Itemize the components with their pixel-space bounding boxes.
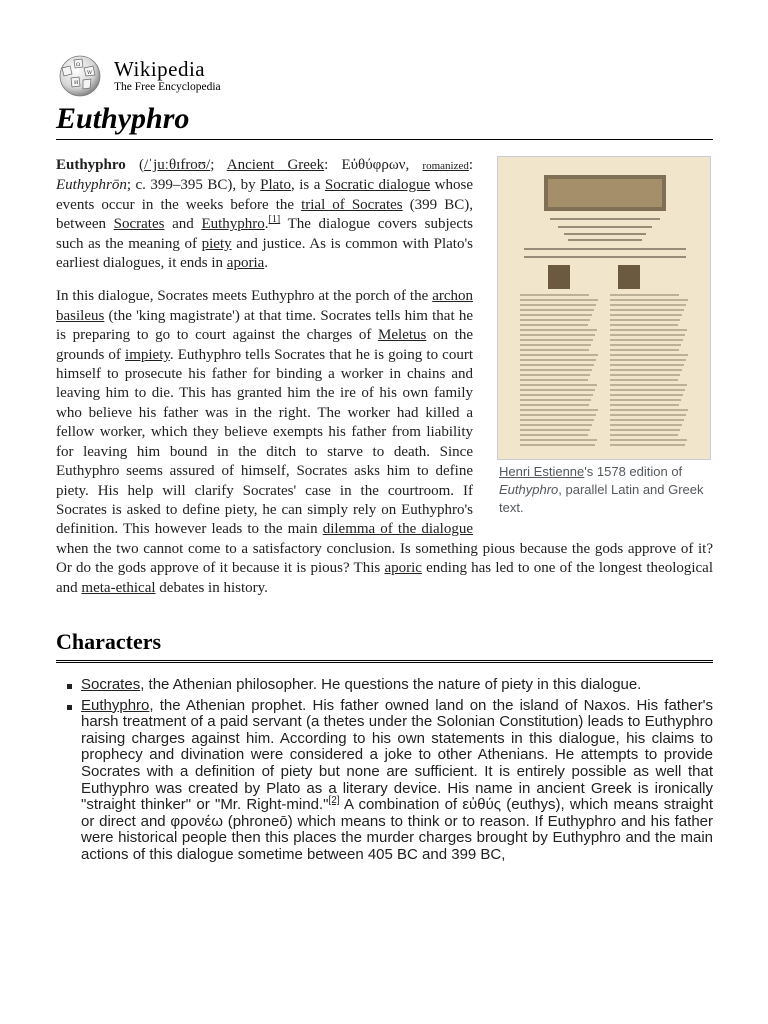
book-page-illustration-icon bbox=[498, 157, 710, 459]
figure-caption bbox=[497, 463, 713, 517]
lead-text: The dialogue covers subjects such as the meaning of bbox=[56, 216, 473, 252]
article-page bbox=[56, 54, 713, 867]
link-impiety[interactable]: impiety bbox=[125, 346, 170, 363]
romanized-name: Euthyphrōn bbox=[56, 177, 127, 194]
link-aporia[interactable]: aporia bbox=[226, 255, 265, 272]
lead-text: and justice. As is common with Plato's earliest dialogues, it ends in bbox=[56, 235, 473, 272]
reference-2[interactable]: [2] bbox=[328, 795, 340, 807]
section-heading-characters: Characters bbox=[56, 628, 713, 663]
link-aporic[interactable]: aporic bbox=[384, 560, 422, 577]
book-page-image[interactable] bbox=[497, 156, 711, 460]
link-socratic-dialogue[interactable]: Socratic dialogue bbox=[324, 177, 431, 194]
caption-title: Euthyphro bbox=[499, 482, 559, 497]
greek-name: Εὐθύφρων bbox=[341, 157, 406, 173]
lead-text: , is a bbox=[290, 177, 325, 194]
link-trial-of-socrates[interactable]: trial of Socrates bbox=[301, 196, 403, 213]
lead-text: and bbox=[164, 216, 202, 233]
list-item bbox=[81, 698, 713, 864]
reference-1[interactable]: [1] bbox=[268, 214, 281, 226]
svg-text:И: И bbox=[74, 80, 79, 86]
character-description: , the Athenian prophet. His father owned land on the island of Naxos. His father's harsh treatment of a paid servant (a thetes under the Solonian Constitution) leads to Euthyphro raising charges against him. According to his own statements in this dialogue, his claims to prophecy and divination were considered a joke to other Athenians. He attempts to provide Socrates with a definition of piety but none are sufficient. It is entirely possible as well that Euthyphro was created by Plato as a literary device. His name in ancient Greek is ironically "straight thinker" or "Mr. Right-mind." bbox=[81, 696, 713, 814]
lead-text: (the 'king magistrate') at that time. Socrates tells him that he is preparing to go to court against the charges of bbox=[56, 307, 473, 344]
pronunciation-link[interactable]: /ˈjuːθɪfroʊ/ bbox=[143, 157, 211, 173]
link-ancient-greek[interactable]: Ancient Greek bbox=[226, 157, 325, 173]
lead-text: whose events occur in the weeks before the bbox=[56, 177, 474, 213]
characters-list bbox=[56, 677, 713, 864]
lead-text: ; c. 399–395 BC), by bbox=[126, 177, 261, 194]
lead-text: on the grounds of bbox=[56, 327, 473, 363]
lead-text: when the two cannot come to a satisfactory conclusion. Is something pious because the gods approve of it? Or do the gods approve of it because it is pious? This bbox=[56, 540, 713, 577]
character-description-continued: A combination of εὐθύς (euthys), which means straight or direct and φρονέω (phroneō) which means to think or to reason. If Euthyphro and his father were historical people then this places the murder charges brought by Euthyphro and the main actions of this dialogue sometime between 405 BC and 399 BC, bbox=[81, 796, 713, 863]
svg-text:Ω: Ω bbox=[76, 62, 81, 68]
caption-text: 's 1578 edition of bbox=[584, 464, 683, 479]
link-character-euthyphro[interactable]: Euthyphro bbox=[81, 696, 150, 714]
lead-text: . bbox=[264, 255, 269, 272]
link-euthyphro[interactable]: Euthyphro bbox=[201, 216, 265, 233]
caption-link-henri-estienne[interactable]: Henri Estienne bbox=[499, 464, 585, 479]
wikipedia-tagline: The Free Encyclopedia bbox=[114, 80, 221, 93]
wikipedia-globe-icon bbox=[56, 54, 106, 98]
lead-text: (399 BC), between bbox=[56, 196, 473, 233]
link-character-socrates[interactable]: Socrates bbox=[81, 675, 141, 693]
site-logo[interactable] bbox=[56, 54, 713, 98]
lead-text: ending has led to one of the longest theological and bbox=[56, 560, 714, 596]
infobox-figure bbox=[497, 156, 713, 517]
character-description: , the Athenian philosopher. He questions the nature of piety in this dialogue. bbox=[140, 675, 642, 693]
link-meletus[interactable]: Meletus bbox=[378, 327, 427, 344]
link-meta-ethical[interactable]: meta-ethical bbox=[81, 579, 156, 596]
link-socrates[interactable]: Socrates bbox=[113, 216, 165, 233]
list-item bbox=[81, 677, 713, 694]
link-archon-basileus[interactable]: archon basileus bbox=[56, 288, 473, 324]
lead-term: Euthyphro bbox=[56, 157, 126, 173]
lead-paragraph-1: Euthyphro (/ˈjuːθɪfroʊ/; Ancient Greek: Εὐθύφρων, romanized: Euthyphrōn; c. 399–395 BC), by Plato, is a Socratic dialogue whose events occur in the weeks before the trial of Socrates (399 BC), between Socrates and Euthyphro.[1] The dialogue covers subjects such as the meaning of piety and justice. As is common with Plato's earliest dialogues, it ends in aporia. bbox=[56, 157, 474, 272]
svg-text:W: W bbox=[87, 70, 93, 76]
wikipedia-wordmark: Wikipedia bbox=[114, 56, 206, 81]
link-romanized[interactable]: romanized bbox=[422, 160, 469, 172]
lead-text: debates in history. bbox=[155, 579, 268, 596]
lead-text: . Euthyphro tells Socrates that he is going to court himself to prosecute his father for binding a worker in chains and leaving him to die. This has granted him the ire of his own family who believe his father was in the right. The worker had killed a fellow worker, which they believe exempts his father from liability for leaving him bound in the ditch to starve to death. Since Euthyphro seems assured of himself, Socrates asks him to define piety. His help will clarify Socrates' case in the courtroom. If Socrates is asked to define piety, he can simply rely on Euthyphro's definition. This however leads to the main bbox=[56, 346, 473, 538]
link-piety[interactable]: piety bbox=[201, 235, 232, 252]
link-plato[interactable]: Plato bbox=[260, 177, 291, 194]
lead-text: In this dialogue, Socrates meets Euthyphro at the porch of the bbox=[56, 288, 433, 305]
article-content bbox=[56, 156, 713, 863]
caption-text-end: , parallel Latin and Greek text. bbox=[499, 482, 704, 515]
page-title: Euthyphro bbox=[56, 98, 713, 140]
link-dilemma-of-the-dialogue[interactable]: dilemma of the dialogue bbox=[322, 521, 473, 538]
